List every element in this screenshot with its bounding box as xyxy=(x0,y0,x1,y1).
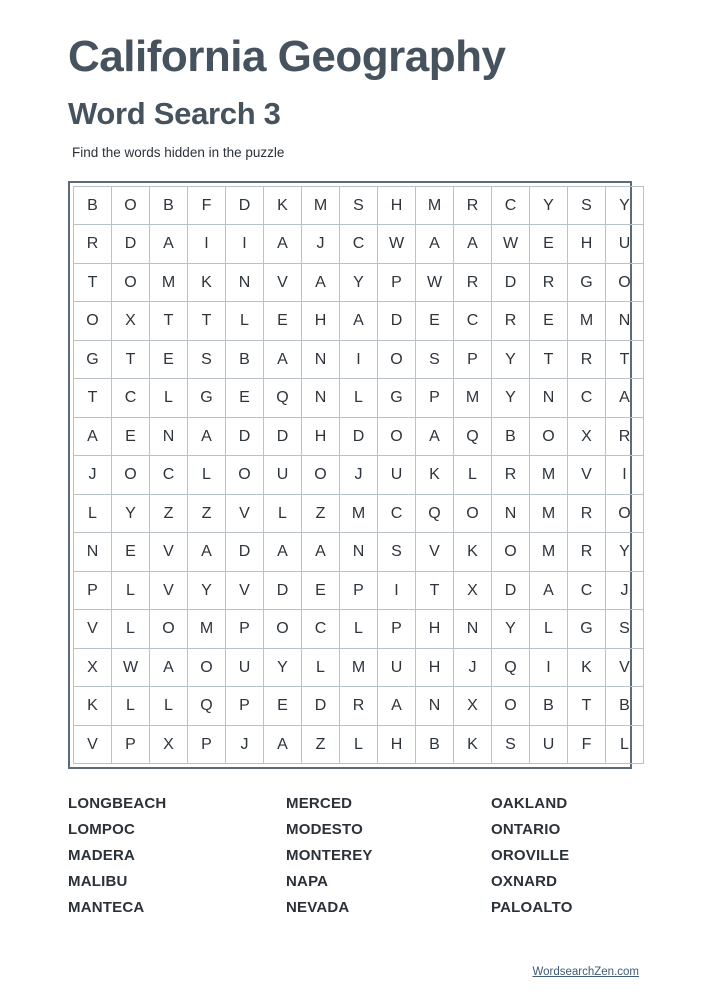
letter-grid-table xyxy=(73,186,644,765)
grid-cell[interactable]: K xyxy=(188,263,226,302)
grid-cell[interactable]: X xyxy=(150,725,188,764)
grid-cell[interactable]: V xyxy=(150,533,188,572)
grid-cell[interactable]: L xyxy=(150,687,188,726)
grid-cell[interactable]: R xyxy=(606,417,644,456)
grid-cell[interactable]: A xyxy=(378,687,416,726)
list-item: PALOALTO xyxy=(491,899,573,917)
grid-cell[interactable]: A xyxy=(150,648,188,687)
grid-cell[interactable]: N xyxy=(302,379,340,418)
table-row xyxy=(74,417,644,456)
grid-cell[interactable]: K xyxy=(74,687,112,726)
grid-cell[interactable]: O xyxy=(188,648,226,687)
grid-cell[interactable]: C xyxy=(454,302,492,341)
grid-cell[interactable]: P xyxy=(226,610,264,649)
grid-cell[interactable]: P xyxy=(112,725,150,764)
grid-cell[interactable]: B xyxy=(416,725,454,764)
grid-cell[interactable]: V xyxy=(226,571,264,610)
table-row xyxy=(74,571,644,610)
grid-cell[interactable]: F xyxy=(188,186,226,225)
grid-cell[interactable]: L xyxy=(226,302,264,341)
grid-cell[interactable]: B xyxy=(492,417,530,456)
table-row xyxy=(74,302,644,341)
grid-cell[interactable]: E xyxy=(264,302,302,341)
grid-cell[interactable]: W xyxy=(378,225,416,264)
grid-cell[interactable]: G xyxy=(568,263,606,302)
grid-cell[interactable]: D xyxy=(264,571,302,610)
list-item: NAPA xyxy=(286,873,329,891)
word-list-column-1 xyxy=(68,791,286,921)
grid-cell[interactable]: A xyxy=(264,225,302,264)
grid-cell[interactable]: S xyxy=(568,186,606,225)
grid-cell[interactable]: C xyxy=(492,186,530,225)
grid-cell[interactable]: K xyxy=(454,725,492,764)
list-item: ONTARIO xyxy=(491,821,561,839)
grid-cell[interactable]: M xyxy=(530,494,568,533)
grid-cell[interactable]: E xyxy=(264,687,302,726)
grid-cell[interactable]: A xyxy=(188,533,226,572)
grid-cell[interactable]: N xyxy=(302,340,340,379)
grid-cell[interactable]: K xyxy=(454,533,492,572)
grid-cell[interactable]: C xyxy=(378,494,416,533)
grid-cell[interactable]: J xyxy=(226,725,264,764)
grid-cell[interactable]: X xyxy=(454,687,492,726)
table-row xyxy=(74,610,644,649)
word-list-column-3 xyxy=(491,791,632,921)
grid-cell[interactable]: N xyxy=(416,687,454,726)
table-row xyxy=(74,340,644,379)
grid-cell[interactable]: O xyxy=(606,494,644,533)
grid-cell[interactable]: V xyxy=(264,263,302,302)
table-row xyxy=(74,687,644,726)
grid-cell[interactable]: O xyxy=(112,456,150,495)
grid-cell[interactable]: Y xyxy=(264,648,302,687)
grid-cell[interactable]: S xyxy=(492,725,530,764)
grid-cell[interactable]: A xyxy=(264,340,302,379)
grid-cell[interactable]: C xyxy=(302,610,340,649)
grid-cell[interactable]: A xyxy=(74,417,112,456)
grid-cell[interactable]: V xyxy=(568,456,606,495)
grid-cell[interactable]: H xyxy=(378,725,416,764)
grid-cell[interactable]: V xyxy=(416,533,454,572)
grid-cell[interactable]: V xyxy=(606,648,644,687)
grid-cell[interactable]: L xyxy=(340,610,378,649)
grid-cell[interactable]: K xyxy=(416,456,454,495)
grid-cell[interactable]: U xyxy=(378,648,416,687)
grid-cell[interactable]: M xyxy=(188,610,226,649)
grid-cell[interactable]: C xyxy=(340,225,378,264)
grid-cell[interactable]: S xyxy=(188,340,226,379)
grid-cell[interactable]: C xyxy=(568,571,606,610)
list-item: OXNARD xyxy=(491,873,558,891)
grid-cell[interactable]: N xyxy=(492,494,530,533)
list-item: LONGBEACH xyxy=(68,795,167,813)
grid-cell[interactable]: T xyxy=(416,571,454,610)
grid-cell[interactable]: T xyxy=(74,379,112,418)
grid-cell[interactable]: A xyxy=(416,417,454,456)
grid-cell[interactable]: Q xyxy=(454,417,492,456)
grid-cell[interactable]: A xyxy=(340,302,378,341)
grid-cell[interactable]: J xyxy=(302,225,340,264)
grid-cell[interactable]: A xyxy=(188,417,226,456)
grid-cell[interactable]: V xyxy=(226,494,264,533)
grid-cell[interactable]: D xyxy=(378,302,416,341)
grid-cell[interactable]: M xyxy=(150,263,188,302)
grid-cell[interactable]: X xyxy=(454,571,492,610)
grid-cell[interactable]: Q xyxy=(416,494,454,533)
grid-cell[interactable]: Z xyxy=(302,725,340,764)
grid-cell[interactable]: D xyxy=(302,687,340,726)
grid-cell[interactable]: R xyxy=(454,263,492,302)
grid-cell[interactable]: A xyxy=(302,263,340,302)
grid-cell[interactable]: N xyxy=(150,417,188,456)
word-list-column-2 xyxy=(286,791,491,921)
table-row xyxy=(74,186,644,225)
grid-cell[interactable]: O xyxy=(606,263,644,302)
grid-cell[interactable]: U xyxy=(264,456,302,495)
grid-cell[interactable]: O xyxy=(378,417,416,456)
grid-cell[interactable]: O xyxy=(492,687,530,726)
grid-cell[interactable]: F xyxy=(568,725,606,764)
list-item: MERCED xyxy=(286,795,353,813)
grid-cell[interactable]: O xyxy=(264,610,302,649)
grid-cell[interactable]: I xyxy=(340,340,378,379)
grid-cell[interactable]: H xyxy=(302,417,340,456)
grid-cell[interactable]: O xyxy=(454,494,492,533)
grid-cell[interactable]: S xyxy=(606,610,644,649)
grid-cell[interactable]: P xyxy=(188,725,226,764)
grid-cell[interactable]: N xyxy=(606,302,644,341)
grid-cell[interactable]: Y xyxy=(112,494,150,533)
grid-cell[interactable]: Y xyxy=(492,610,530,649)
grid-cell[interactable]: A xyxy=(606,379,644,418)
grid-cell[interactable]: G xyxy=(74,340,112,379)
grid-cell[interactable]: E xyxy=(530,302,568,341)
grid-cell[interactable]: P xyxy=(378,263,416,302)
table-row xyxy=(74,263,644,302)
table-row xyxy=(74,725,644,764)
list-item: MANTECA xyxy=(68,899,145,917)
grid-cell[interactable]: A xyxy=(416,225,454,264)
grid-cell[interactable]: Y xyxy=(492,340,530,379)
grid-cell[interactable]: T xyxy=(74,263,112,302)
list-item: MONTEREY xyxy=(286,847,373,865)
grid-cell[interactable]: I xyxy=(378,571,416,610)
grid-cell[interactable]: L xyxy=(188,456,226,495)
grid-cell[interactable]: H xyxy=(416,610,454,649)
word-list xyxy=(68,791,632,921)
grid-cell[interactable]: I xyxy=(606,456,644,495)
grid-cell[interactable]: E xyxy=(416,302,454,341)
grid-cell[interactable]: K xyxy=(568,648,606,687)
grid-cell[interactable]: L xyxy=(340,379,378,418)
grid-cell[interactable]: Q xyxy=(188,687,226,726)
grid-cell[interactable]: D xyxy=(492,263,530,302)
grid-cell[interactable]: J xyxy=(606,571,644,610)
instructions-text: Find the words hidden in the puzzle xyxy=(72,144,285,160)
grid-cell[interactable]: D xyxy=(226,533,264,572)
grid-cell[interactable]: B xyxy=(74,186,112,225)
grid-cell[interactable]: M xyxy=(416,186,454,225)
grid-cell[interactable]: S xyxy=(340,186,378,225)
grid-cell[interactable]: E xyxy=(302,571,340,610)
grid-cell[interactable]: E xyxy=(226,379,264,418)
grid-cell[interactable]: L xyxy=(454,456,492,495)
grid-cell[interactable]: Y xyxy=(340,263,378,302)
site-link[interactable]: WordsearchZen.com xyxy=(532,966,639,978)
grid-cell[interactable]: R xyxy=(568,494,606,533)
grid-cell[interactable]: P xyxy=(340,571,378,610)
table-row xyxy=(74,225,644,264)
grid-cell[interactable]: A xyxy=(264,533,302,572)
grid-cell[interactable]: O xyxy=(112,186,150,225)
grid-cell[interactable]: Z xyxy=(188,494,226,533)
grid-cell[interactable]: T xyxy=(606,340,644,379)
grid-cell[interactable]: R xyxy=(530,263,568,302)
grid-cell[interactable]: Y xyxy=(606,186,644,225)
grid-cell[interactable]: H xyxy=(416,648,454,687)
page-subtitle: Word Search 3 xyxy=(68,95,281,131)
grid-cell[interactable]: H xyxy=(378,186,416,225)
grid-cell[interactable]: L xyxy=(150,379,188,418)
grid-cell[interactable]: W xyxy=(416,263,454,302)
grid-cell[interactable]: J xyxy=(454,648,492,687)
grid-cell[interactable]: J xyxy=(340,456,378,495)
grid-cell[interactable]: T xyxy=(530,340,568,379)
grid-cell[interactable]: L xyxy=(530,610,568,649)
grid-cell[interactable]: Y xyxy=(188,571,226,610)
grid-cell[interactable]: C xyxy=(568,379,606,418)
grid-cell[interactable]: S xyxy=(378,533,416,572)
list-item: MADERA xyxy=(68,847,136,865)
grid-cell[interactable]: Y xyxy=(606,533,644,572)
grid-cell[interactable]: W xyxy=(112,648,150,687)
grid-cell[interactable]: T xyxy=(188,302,226,341)
grid-cell[interactable]: U xyxy=(378,456,416,495)
grid-cell[interactable]: N xyxy=(340,533,378,572)
grid-cell[interactable]: M xyxy=(530,456,568,495)
grid-cell[interactable]: O xyxy=(226,456,264,495)
grid-cell[interactable]: O xyxy=(492,533,530,572)
grid-cell[interactable]: M xyxy=(530,533,568,572)
grid-cell[interactable]: Y xyxy=(492,379,530,418)
grid-cell[interactable]: B xyxy=(530,687,568,726)
grid-cell[interactable]: O xyxy=(74,302,112,341)
grid-cell[interactable]: H xyxy=(302,302,340,341)
grid-cell[interactable]: N xyxy=(530,379,568,418)
grid-cell[interactable]: O xyxy=(150,610,188,649)
list-item: NEVADA xyxy=(286,899,350,917)
word-search-grid xyxy=(68,181,632,770)
table-row xyxy=(74,456,644,495)
grid-cell[interactable]: L xyxy=(74,494,112,533)
grid-cell[interactable]: I xyxy=(530,648,568,687)
grid-cell[interactable]: U xyxy=(606,225,644,264)
grid-cell[interactable]: K xyxy=(264,186,302,225)
grid-cell[interactable]: R xyxy=(74,225,112,264)
grid-cell[interactable]: C xyxy=(112,379,150,418)
list-item: MODESTO xyxy=(286,821,363,839)
grid-cell[interactable]: O xyxy=(530,417,568,456)
grid-cell[interactable]: L xyxy=(340,725,378,764)
grid-cell[interactable]: N xyxy=(226,263,264,302)
grid-cell[interactable]: M xyxy=(454,379,492,418)
grid-cell[interactable]: R xyxy=(492,302,530,341)
grid-cell[interactable]: G xyxy=(378,379,416,418)
grid-cell[interactable]: M xyxy=(340,648,378,687)
grid-cell[interactable]: G xyxy=(568,610,606,649)
table-row xyxy=(74,533,644,572)
grid-cell[interactable]: L xyxy=(112,571,150,610)
grid-cell[interactable]: H xyxy=(568,225,606,264)
grid-cell[interactable]: E xyxy=(112,533,150,572)
grid-cell[interactable]: T xyxy=(568,687,606,726)
grid-cell[interactable]: Z xyxy=(150,494,188,533)
page-title: California Geography xyxy=(68,32,506,81)
grid-cell[interactable]: D xyxy=(264,417,302,456)
grid-cell[interactable]: A xyxy=(454,225,492,264)
grid-cell[interactable]: N xyxy=(454,610,492,649)
grid-cell[interactable]: V xyxy=(74,610,112,649)
grid-cell[interactable]: M xyxy=(302,186,340,225)
grid-cell[interactable]: R xyxy=(340,687,378,726)
grid-cell[interactable]: P xyxy=(378,610,416,649)
grid-cell[interactable]: P xyxy=(226,687,264,726)
grid-cell[interactable]: Y xyxy=(530,186,568,225)
grid-cell[interactable]: V xyxy=(150,571,188,610)
grid-cell[interactable]: O xyxy=(378,340,416,379)
grid-cell[interactable]: A xyxy=(530,571,568,610)
grid-cell[interactable]: E xyxy=(530,225,568,264)
grid-cell[interactable]: L xyxy=(112,687,150,726)
grid-cell[interactable]: D xyxy=(340,417,378,456)
grid-cell[interactable]: R xyxy=(568,340,606,379)
grid-cell[interactable]: Z xyxy=(302,494,340,533)
grid-cell[interactable]: B xyxy=(150,186,188,225)
grid-cell[interactable]: T xyxy=(150,302,188,341)
grid-cell[interactable]: L xyxy=(606,725,644,764)
grid-cell[interactable]: O xyxy=(302,456,340,495)
grid-cell[interactable]: C xyxy=(150,456,188,495)
grid-cell[interactable]: R xyxy=(568,533,606,572)
grid-cell[interactable]: L xyxy=(264,494,302,533)
grid-cell[interactable]: A xyxy=(264,725,302,764)
grid-cell[interactable]: B xyxy=(606,687,644,726)
grid-cell[interactable]: I xyxy=(226,225,264,264)
grid-cell[interactable]: Q xyxy=(264,379,302,418)
grid-cell[interactable]: U xyxy=(530,725,568,764)
grid-cell[interactable]: U xyxy=(226,648,264,687)
grid-cell[interactable]: N xyxy=(74,533,112,572)
grid-cell[interactable]: I xyxy=(188,225,226,264)
table-row xyxy=(74,379,644,418)
grid-cell[interactable]: R xyxy=(492,456,530,495)
grid-cell[interactable]: X xyxy=(568,417,606,456)
grid-cell[interactable]: Q xyxy=(492,648,530,687)
grid-cell[interactable]: M xyxy=(340,494,378,533)
grid-cell[interactable]: P xyxy=(416,379,454,418)
list-item: MALIBU xyxy=(68,873,128,891)
grid-cell[interactable]: G xyxy=(188,379,226,418)
grid-cell[interactable]: P xyxy=(74,571,112,610)
grid-cell[interactable]: A xyxy=(302,533,340,572)
grid-cell[interactable]: M xyxy=(568,302,606,341)
grid-cell[interactable]: D xyxy=(492,571,530,610)
grid-cell[interactable]: D xyxy=(226,186,264,225)
grid-cell[interactable]: L xyxy=(112,610,150,649)
grid-cell[interactable]: S xyxy=(416,340,454,379)
table-row xyxy=(74,494,644,533)
grid-cell[interactable]: E xyxy=(112,417,150,456)
list-item: OAKLAND xyxy=(491,795,568,813)
grid-cell[interactable]: P xyxy=(454,340,492,379)
list-item: OROVILLE xyxy=(491,847,570,865)
grid-cell[interactable]: X xyxy=(74,648,112,687)
grid-cell[interactable]: E xyxy=(150,340,188,379)
table-row xyxy=(74,648,644,687)
grid-cell[interactable]: V xyxy=(74,725,112,764)
grid-cell[interactable]: X xyxy=(112,302,150,341)
grid-cell[interactable]: L xyxy=(302,648,340,687)
grid-cell[interactable]: B xyxy=(226,340,264,379)
grid-cell[interactable]: A xyxy=(150,225,188,264)
list-item: LOMPOC xyxy=(68,821,136,839)
grid-cell[interactable]: W xyxy=(492,225,530,264)
grid-cell[interactable]: T xyxy=(112,340,150,379)
grid-cell[interactable]: R xyxy=(454,186,492,225)
grid-cell[interactable]: D xyxy=(226,417,264,456)
grid-cell[interactable]: J xyxy=(74,456,112,495)
grid-cell[interactable]: D xyxy=(112,225,150,264)
grid-cell[interactable]: O xyxy=(112,263,150,302)
